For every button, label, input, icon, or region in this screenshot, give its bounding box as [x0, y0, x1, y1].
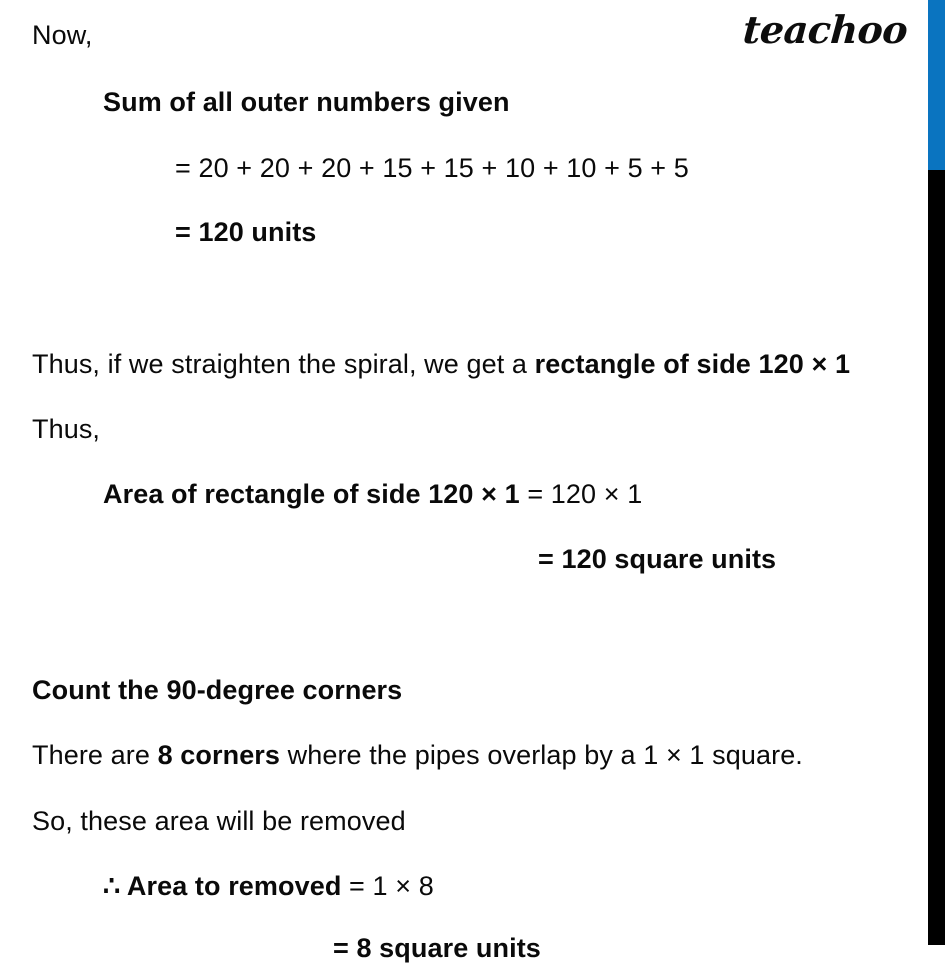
- equation-sum-total-text: = 120 units: [175, 217, 317, 247]
- paragraph-corners-emphasis: 8 corners: [157, 740, 281, 770]
- equation-area-to-removed: [103, 870, 434, 902]
- teachoo-logo: [741, 7, 909, 52]
- equation-sum-expression-text: = 20 + 20 + 20 + 15 + 15 + 10 + 10 + 5 + 5: [175, 153, 689, 183]
- equation-area-removed-result-text: = 8 square units: [333, 933, 541, 963]
- paragraph-now: [32, 19, 92, 51]
- heading-count-corners: [32, 674, 402, 706]
- equation-area-removed-result: [333, 932, 541, 964]
- equation-area-result: [538, 543, 776, 575]
- paragraph-straighten-emphasis: rectangle of side 120 × 1: [534, 349, 851, 379]
- paragraph-corners-count: [32, 739, 803, 771]
- equation-sum-total: [175, 216, 316, 248]
- heading-count-corners-text: Count the 90-degree corners: [32, 675, 403, 705]
- paragraph-corners-lead: There are: [32, 740, 158, 770]
- paragraph-thus: [32, 413, 100, 445]
- equation-area-of-rectangle: [103, 478, 642, 510]
- equation-sum-expression: [175, 152, 689, 184]
- paragraph-now-text: Now,: [32, 20, 93, 50]
- right-edge-blue-bar: [928, 0, 945, 170]
- paragraph-area-removed-note-text: So, these area will be removed: [32, 806, 406, 836]
- equation-area-to-removed-label: ∴ Area to removed: [103, 871, 342, 901]
- teachoo-logo-text: teachoo: [741, 7, 909, 52]
- paragraph-corners-tail: where the pipes overlap by a 1 × 1 square.: [280, 740, 803, 770]
- equation-area-value: = 120 × 1: [519, 479, 643, 509]
- equation-area-to-removed-value: = 1 × 8: [341, 871, 434, 901]
- right-edge-black-bar: [928, 170, 945, 945]
- heading-sum-text: Sum of all outer numbers given: [103, 87, 510, 117]
- paragraph-straighten-lead: Thus, if we straighten the spiral, we get a: [32, 349, 535, 379]
- equation-area-label: Area of rectangle of side 120 × 1: [103, 479, 520, 509]
- paragraph-thus-text: Thus,: [32, 414, 101, 444]
- heading-sum-of-outer-numbers: [103, 86, 510, 118]
- paragraph-area-removed-note: [32, 805, 406, 837]
- equation-area-result-text: = 120 square units: [538, 544, 777, 574]
- paragraph-straighten-spiral: [32, 348, 850, 380]
